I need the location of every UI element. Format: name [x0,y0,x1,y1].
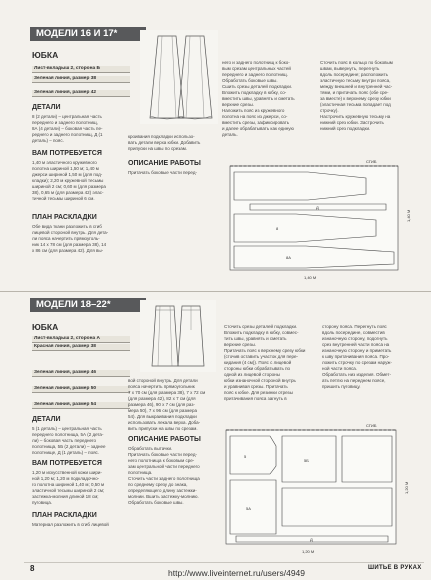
text-line: застежка-молния длиной 18 см; [32,494,99,499]
text-line: полотнища. [128,470,153,475]
width-label: 1,40 М [304,275,317,280]
text-line: мера 50), 7 х 96 см (для размера [128,408,198,413]
text-line: вдоль посередине; расположить [320,72,388,77]
text-line: переднего и заднего полотнищ, [32,120,98,125]
section2-work-text [128,446,218,506]
text-line: (для размера 42), 82 х 7 см (для [128,396,196,401]
section1-plan-text [32,224,134,254]
text-line: пришить пуговицу. [322,384,361,389]
section1-details-head: ДЕТАЛИ [32,104,61,111]
section-divider [0,291,431,292]
text-line: Обработать боковые швы. [222,78,278,83]
section2-green-50: Зеленая линия, размер 50 [32,386,130,393]
section2-title: ЮБКА [32,322,59,332]
text-line: одной из лицевой стороны [224,372,280,377]
text-line: вым срезам центральных частей [222,66,291,71]
text-line: Сшить срезы деталей подкладки. [222,84,293,89]
text-line: тями, и притачать пояс (обе сре- [320,90,389,95]
section2-skirt-sketch [140,300,216,372]
text-line: вать детали верха юбки. Добавить [128,140,201,145]
section1-details-text [32,114,134,144]
text-line: эластичную тесьму внутри пояса, [320,78,391,83]
piece-8a-label: 8А [286,255,291,260]
section1-need-head: ВАМ ПОТРЕБУЕТСЯ [32,150,102,157]
section1-col4-text [320,60,420,132]
text-line: Обработать боковые швы. [128,500,184,505]
section2-need-text [32,470,134,506]
piece-5b-label: 5Б [304,458,309,463]
text-line: 5 (1 деталь) – центральная часть [32,426,102,431]
section1-green-38: Зеленая линия, размер 38 [32,76,130,83]
text-line: кладки); 2,20 м кружевной тесьмы [32,178,104,183]
piece-5a-label: 5А [246,506,251,511]
section2-plan-text [32,522,134,528]
text-line: пояс к юбке. Для резинки отрезы [224,390,293,395]
text-line: Наложить пояс из кружевного [222,108,285,113]
section1-plan-head: ПЛАН РАСКЛАДКИ [32,214,97,221]
text-line: Сточить пояс в кольцо по боковым [320,60,393,65]
text-line: вить припуски на швы по срезам. [128,426,198,431]
text-line: реднего и заднего полотнищ, Д (1 [32,132,103,137]
text-line: вместить срезы, зафиксировать [222,120,290,125]
text-line: него и заднего полотнищ к боко- [222,60,290,65]
section2-sheet: Лист-вкладыш 2, сторона А [32,336,130,343]
section2-layout-diagram [216,422,420,558]
text-line: притачивания пояса загнуть в [224,396,287,401]
text-line: Притачать пояс к верхнему срезу юбки [224,348,306,353]
text-line: ложить строчку по срезам наруж- [322,360,392,365]
section1-need-text [32,160,134,202]
text-line: верхние срезы. [224,342,257,347]
text-line: юбки изнаночной стороной внутрь [224,378,296,383]
text-line: ник 14 х 78 см (для размера 38), 14 [32,242,107,247]
section2-work-head: ОПИСАНИЕ РАБОТЫ [128,436,201,443]
text-line: полотна шириной 1,50 м; 1,40 м [32,166,99,171]
section1-sheet: Лист-вкладыш 2, сторона Б [32,66,130,73]
section1-band: МОДЕЛИ 16 И 17* [30,27,146,41]
text-line: размера 46), 90 х 7 см (для раз- [128,402,195,407]
text-line: швам, вывернуть, перегнуть [320,66,380,71]
text-line: за вместе) к верхнему срезу юбки [320,96,391,101]
text-line: ли) – боковая часть переднего [32,438,97,443]
piece-8-label: 8 [276,226,279,231]
text-line: Обработать вытачки. [128,446,173,451]
text-line: кидания (4 см)). Пояс с лицевой [224,360,292,365]
text-line: верхние срезы. [222,102,255,107]
text-line: и далее обрабатывать как единую [222,126,294,131]
text-line: полотна на пояс из джерси, со- [222,114,288,119]
text-line: ли пояса начертить прямоуголь- [32,236,100,241]
section1-skirt-sketch [140,30,218,124]
text-line: 38), 0,65 м (для размера 42) элас- [32,190,104,195]
text-line: между внешней и внутренней час- [320,84,393,89]
text-line: по среднему срезу до знака, [128,482,188,487]
text-line: кроивания подкладки использо- [128,134,195,139]
text-line: 8 (2 детали) – центральная часть [32,114,102,119]
text-line: деталь) – пояс. [32,138,64,143]
height-label: 1,20 М [404,481,409,494]
text-line: ной части пояса. [322,366,358,371]
text-line: определяющего длину застежки- [128,488,197,493]
text-line: тить швы, уравнять и сметать [224,336,287,341]
fold-label: СГИБ [366,159,377,164]
text-line: припуски на швы по срезам. [128,146,188,151]
text-line: го полотна шириной 1,40 м; 0,50 м [32,482,105,487]
text-line: нижний срез юбки. Застрочить [320,120,384,125]
text-line: Сточить срезы деталей подкладки. [224,324,298,329]
section1-work-head: ОПИСАНИЕ РАБОТЫ [128,160,201,167]
section2-red-38: Красная линия, размер 38 [32,344,130,351]
text-line: Обработать низ изделия. Обмет- [322,372,391,377]
text-line: к шву притачивания пояса. Про- [322,354,390,359]
text-line: пояса начертить прямоугольник [128,384,195,389]
section2-band: МОДЕЛИ 18–22* [30,298,146,312]
text-line: пуговица. [32,500,52,505]
section1-layout-diagram [216,158,420,286]
text-line: ать петлю на переднем поясе, [322,378,386,383]
fold-label: СГИБ [366,423,377,428]
width-label: 1,20 М [302,549,315,554]
text-line: Сточить части заднего полотнища [128,476,200,481]
text-line: джерси шириной 1,50 м (для под- [32,172,103,177]
text-line: 54). Для выкраивания подкладки [128,414,197,419]
text-line: Притачать боковые части перед- [128,452,197,457]
section2-need-head: ВАМ ПОТРЕБУЕТСЯ [32,460,102,467]
text-line: полотнище, Д (1 деталь) – пояс. [32,450,100,455]
text-line: 7 х 70 см (для размера 38), 7 х 72 см [128,390,206,395]
text-line: эластичной тесьмы шириной 2 см; [32,488,105,493]
section2-col3-text [224,324,318,402]
text-line: полотнища, 5Б (2 детали) – заднее [32,444,106,449]
text-line: вдоль посередине, совместив [322,330,385,335]
text-line: шириной 2 см; 0,60 м (для размера [32,184,106,189]
text-line: нижний срез подкладки. [320,126,371,131]
height-label: 1,40 М [406,209,411,222]
text-line: (эластичная тесьма попадает под [320,102,391,107]
section2-mid-text [128,378,218,432]
text-line: и уравнивая срезы. Притачать [224,384,288,389]
text-line: тичной тесьмы шириной 6 см. [32,196,95,201]
text-line: изнаночную сторону и приметать [322,348,392,353]
text-line: использовать лекала верха. Доба- [128,420,201,425]
text-line: 1,20 м искусственной кожи шири- [32,470,102,475]
text-line: срез внутренней части пояса на [322,342,390,347]
text-line: Настрочить кружевную тесьму на [320,114,391,119]
text-line: (сточив оставить участок для пере- [224,354,298,359]
section2-details-text [32,426,134,456]
text-line: ной 1,20 м; 1,20 м подкладочно- [32,476,100,481]
text-line: сторону пояса. Перегнуть пояс [322,324,387,329]
text-line: зам центральной части переднего [128,464,200,469]
text-line: него полотнища к боковым сре- [128,458,195,463]
text-line: переднего полотнища, 5А (2 дета- [32,432,104,437]
text-line: Вложить подкладку в юбку, совмес- [224,330,299,335]
text-line: вой стороной внутрь. Для детали [128,378,198,383]
section2-plan-head: ПЛАН РАСКЛАДКИ [32,512,97,519]
footer-rule [24,562,424,563]
page-number: 8 [30,564,35,573]
text-line: молнии. Вшить застежку-молнию. [128,494,199,499]
piece-d-label: Д [316,205,319,210]
section2-green-54: Зеленая линия, размер 54 [32,402,130,409]
magazine-logo: ШИТЬЕ В РУКАХ [368,565,422,571]
section1-work-text [128,170,216,176]
section2-details-head: ДЕТАЛИ [32,416,61,423]
text-line: строчку). [320,108,339,113]
text-line: вместить швы, уравнять и сметать [222,96,295,101]
text-line: лицевой стороной внутрь. Для дета- [32,230,109,235]
section2-green-46: Зеленая линия, размер 46 [32,370,130,377]
watermark-url[interactable]: http://www.liveinternet.ru/users/4949 [168,568,306,578]
text-line: х 86 см (для размера 42). Для вы- [32,248,104,253]
text-line: Обе вида ткани разложить в сгиб [32,224,102,229]
text-line: деталь. [222,132,238,137]
text-line: Вложить подкладку в юбку, со- [222,90,287,95]
text-line: изнаночную сторону, подогнуть [322,336,388,341]
section1-title: ЮБКА [32,50,59,60]
text-line: 8А (4 детали) – боковая часть пе- [32,126,103,131]
text-line: стороны юбки обрабатывать по [224,366,291,371]
section1-col3-text [222,60,314,138]
section1-green-42: Зеленая линия, размер 42 [32,90,130,97]
piece-5-label: 5 [244,454,247,459]
text-line: 1,40 м эластичного кружевного [32,160,97,165]
text-line: Материал разложить в сгиб лицевой [32,522,109,527]
piece-d-label: Д [310,537,313,542]
text-line: Притачать боковые части перед- [128,170,197,175]
text-line: переднего и заднего полотнищ. [222,72,288,77]
section1-mid-text [128,134,216,152]
section2-col4-text [322,324,420,390]
